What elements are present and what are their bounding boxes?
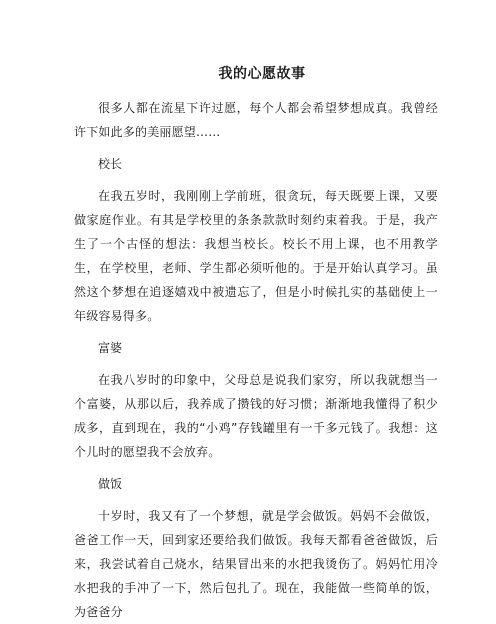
intro-paragraph: 很多人都在流星下许过愿，每个人都会希望梦想成真。我曾经许下如此多的美丽愿望…… — [74, 101, 438, 139]
document-title: 我的心愿故事 — [218, 66, 306, 82]
section-heading-principal: 校长 — [98, 157, 123, 171]
section-paragraph-cooking: 十岁时，我又有了一个梦想，就是学会做饭。妈妈不会做饭，爸爸工作一天，回到家还要给我们做饭。我每天都看爸爸做饭，后来，我尝试着自己烧水，结果冒出来的水把我烫伤了。妈妈忙用冷水把我的手冲了一下，然后包扎了。现在，我能做一些简单的饭，为爸爸分 — [74, 509, 438, 619]
section-heading-cooking: 做饭 — [98, 477, 123, 491]
section-paragraph-principal: 在我五岁时，我刚刚上学前班，很贪玩，每天既要上课，又要做家庭作业。有其是学校里的条条款款时刻约束着我。于是，我产生了一个古怪的想法：我想当校长。校长不用上课，也不用教学生，在学校里，老师、学生都必须听他的。于是开始认真学习。虽然这个梦想在追逐嬉戏中被遗忘了，但是小时候扎实的基础使上一年级容易得多。 — [74, 189, 438, 323]
section-heading-rich-woman: 富婆 — [98, 341, 123, 355]
section-paragraph-rich-woman: 在我八岁时的印象中，父母总是说我们家穷，所以我就想当一个富婆，从那以后，我养成了攒钱的好习惯；渐渐地我懂得了积少成多，直到现在，我的“小鸡”存钱罐里有一千多元钱了。我想：这个儿时的愿望我不会放弃。 — [74, 373, 438, 459]
